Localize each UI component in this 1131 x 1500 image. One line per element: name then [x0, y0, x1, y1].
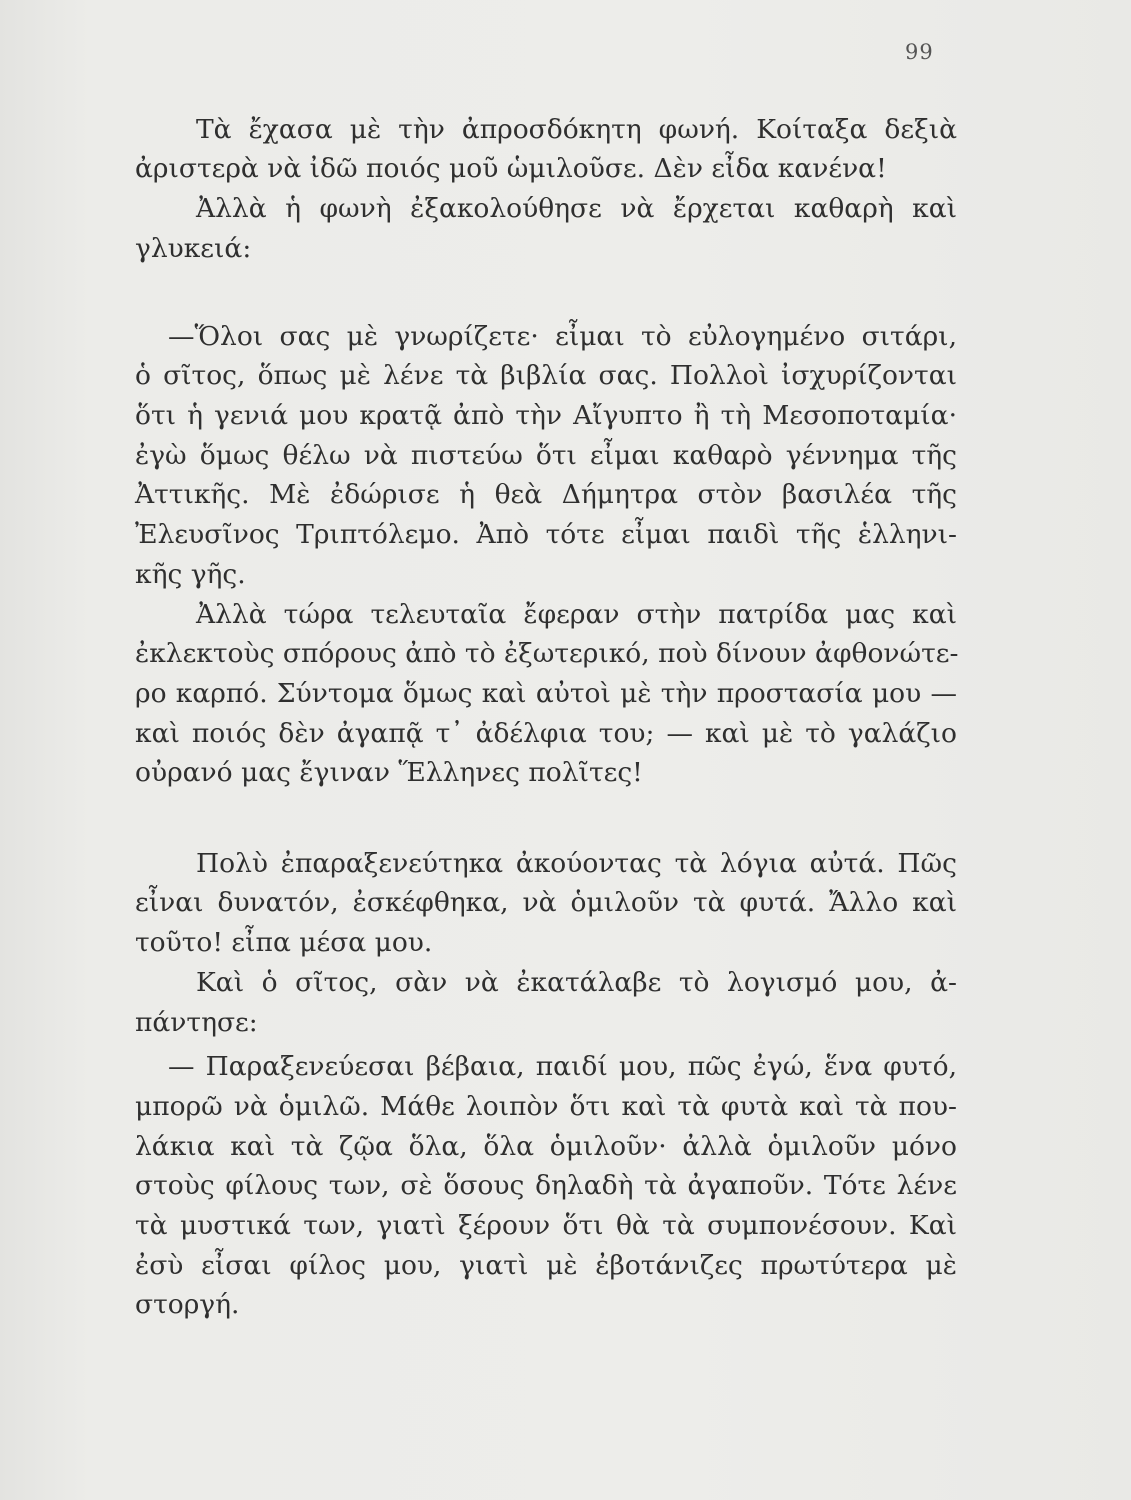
text-line: Ἐλευσῖνος Τριπτόλεμο. Ἀπὸ τότε εἶμαι παιδὶ τῆς ἑλληνι-: [135, 519, 957, 550]
text-line: Πολὺ ἐπαραξενεύτηκα ἀκούοντας τὰ λόγια αὐτά. Πῶς: [196, 848, 957, 879]
text-line: τοῦτο! εἶπα μέσα μου.: [135, 927, 433, 958]
text-line: Καὶ ὁ σῖτος, σὰν νὰ ἐκατάλαβε τὸ λογισμό μου, ἀ-: [196, 967, 957, 998]
text-line: ὅτι ἡ γενιά μου κρατᾷ ἀπὸ τὴν Αἴγυπτο ἢ τὴ Μεσοποταμία·: [135, 400, 957, 431]
text-line: στοργή.: [135, 1289, 240, 1320]
text-line: ἐγὼ ὅμως θέλω νὰ πιστεύω ὅτι εἶμαι καθαρὸ γέννημα τῆς: [135, 440, 957, 471]
text-line: Ἀλλὰ τώρα τελευταῖα ἔφεραν στὴν πατρίδα μας καὶ: [196, 599, 957, 630]
text-line: καὶ ποιός δὲν ἀγαπᾷ τ᾿ ἀδέλφια του; — καὶ μὲ τὸ γαλάζιο: [135, 718, 957, 749]
text-line: λάκια καὶ τὰ ζῷα ὅλα, ὅλα ὁμιλοῦν· ἀλλὰ ὁμιλοῦν μόνο: [135, 1131, 957, 1162]
text-line: τὰ μυστικά των, γιατὶ ξέρουν ὅτι θὰ τὰ συμπονέσουν. Καὶ: [135, 1210, 957, 1241]
text-line: κῆς γῆς.: [135, 559, 246, 590]
text-line: ἀριστερὰ νὰ ἰδῶ ποιός μοῦ ὡμιλοῦσε. Δὲν εἶδα κανένα!: [135, 153, 887, 184]
text-line: — Παραξενεύεσαι βέβαια, παιδί μου, πῶς ἐγώ, ἕνα φυτό,: [168, 1051, 957, 1082]
text-line: ὁ σῖτος, ὅπως μὲ λένε τὰ βιβλία σας. Πολλοὶ ἰσχυρίζονται: [135, 360, 957, 391]
text-line: οὐρανό μας ἔγιναν Ἕλληνες πολῖτες!: [135, 757, 643, 788]
text-line: εἶναι δυνατόν, ἐσκέφθηκα, νὰ ὁμιλοῦν τὰ φυτά. Ἄλλο καὶ: [135, 887, 957, 918]
page-number: 99: [905, 40, 934, 64]
text-line: στοὺς φίλους των, σὲ ὅσους δηλαδὴ τὰ ἀγαποῦν. Τότε λένε: [135, 1170, 957, 1201]
text-line: Ἀλλὰ ἡ φωνὴ ἐξακολούθησε νὰ ἔρχεται καθαρὴ καὶ: [196, 193, 957, 224]
text-line: ἐκλεκτοὺς σπόρους ἀπὸ τὸ ἐξωτερικό, ποὺ δίνουν ἀφθονώτε-: [135, 638, 959, 669]
text-line: Ἀττικῆς. Μὲ ἐδώρισε ἡ θεὰ Δήμητρα στὸν βασιλέα τῆς: [135, 479, 957, 510]
text-line: ἐσὺ εἶσαι φίλος μου, γιατὶ μὲ ἐβοτάνιζες πρωτύτερα μὲ: [135, 1250, 957, 1281]
text-line: ρο καρπό. Σύντομα ὅμως καὶ αὐτοὶ μὲ τὴν προστασία μου —: [135, 678, 957, 709]
text-line: Τὰ ἔχασα μὲ τὴν ἀπροσδόκητη φωνή. Κοίταξα δεξιὰ: [196, 114, 957, 145]
text-line: μπορῶ νὰ ὁμιλῶ. Μάθε λοιπὸν ὅτι καὶ τὰ φυτὰ καὶ τὰ που-: [135, 1091, 957, 1122]
text-line: —Ὅλοι σας μὲ γνωρίζετε· εἶμαι τὸ εὐλογημένο σιτάρι,: [168, 321, 957, 352]
text-line: γλυκειά:: [135, 233, 252, 264]
text-line: πάντησε:: [135, 1007, 258, 1038]
